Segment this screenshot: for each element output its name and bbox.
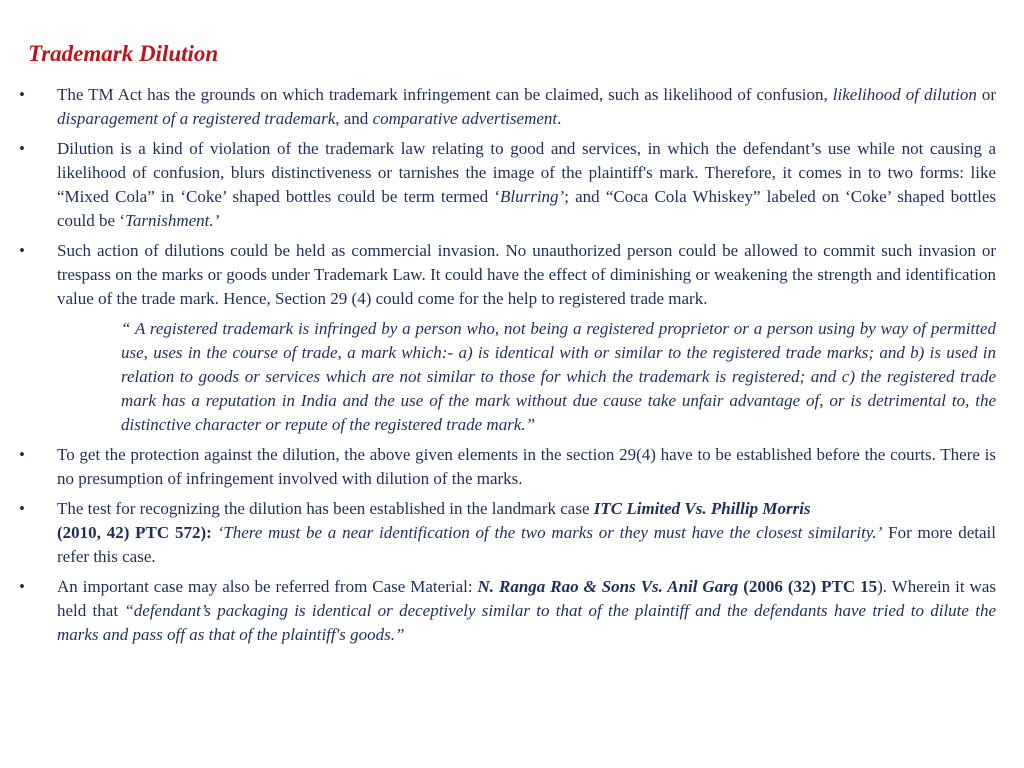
bullet-text: ). Wherein it was held that — [57, 577, 996, 620]
emphasis-text: comparative advertisement — [372, 109, 558, 128]
bullet-item-itc-case — [0, 497, 1024, 569]
bullet-icon: • — [19, 445, 25, 464]
bullet-icon: • — [19, 577, 25, 596]
bullet-text: or — [976, 85, 996, 104]
case-quote: “defendant’s packaging is identical or deceptively similar to that of the plaintiff and the defendants have tried to dilute the marks and pass off as that of the plaintiff's goods.” — [57, 601, 996, 644]
emphasis-text: Tarnishment.’ — [124, 211, 220, 230]
bullet-item-dilution-definition — [0, 137, 1024, 233]
slide-title: Trademark Dilution — [28, 41, 219, 66]
bullet-text: The test for recognizing the dilution has been established in the landmark case — [57, 499, 594, 518]
case-citation: (2010, 42) PTC 572): — [57, 523, 212, 542]
bullet-item-ranga-rao-case — [0, 575, 1024, 647]
case-quote: ‘There must be a near identification of the two marks or they must have the closest similarity.’ — [217, 523, 883, 542]
bullet-text: Dilution is a kind of violation of the trademark law relating to good and services, in which the defendant’s use while not causing a likelihood of confusion, blurs distinctiveness or tarnishes the image of the plaintiff's mark. Therefore, it comes in to two forms: like “Mixed Cola” in ‘Coke’ shaped bottles could be term termed ‘ — [57, 139, 996, 206]
case-name: ITC Limited Vs. Phillip Morris — [593, 499, 811, 518]
bullet-text: For more detail refer this case. — [57, 523, 997, 566]
section-29-quote: “ A registered trademark is infringed by a person who, not being a registered proprietor or a person using by way of permitted use, uses in the course of trade, a mark which:- a) is identical with or similar to the registered trade marks; and b) is used in relation to goods or services which are not similar to those for which the trademark is registered; and c) the registered trade mark has a reputation in India and the use of the mark without due cause take unfair advantage of, or is detrimental to, the distinctive character or repute of the registered trade mark.” — [121, 319, 996, 434]
bullet-text: , and — [335, 109, 373, 128]
case-citation: (2006 (32) PTC 15 — [743, 577, 878, 596]
bullet-icon: • — [19, 85, 25, 104]
bullet-icon: • — [19, 499, 25, 518]
bullet-icon: • — [19, 139, 25, 158]
bullet-text: An important case may also be referred from Case Material: — [57, 577, 478, 596]
emphasis-text: disparagement of a registered trademark — [57, 109, 336, 128]
bullet-text: The TM Act has the grounds on which trademark infringement can be claimed, such as likelihood of confusion, — [57, 85, 833, 104]
bullet-list — [0, 83, 1024, 653]
bullet-item-protection — [0, 443, 1024, 491]
bullet-text: To get the protection against the dilution, the above given elements in the section 29(4) have to be established before the courts. There is no presumption of infringement involved with dilution of the marks. — [57, 445, 996, 488]
emphasis-text: Blurring’ — [499, 187, 565, 206]
bullet-item-commercial-invasion — [0, 239, 1024, 311]
bullet-icon: • — [19, 241, 25, 260]
bullet-text: ; and “Coca Cola Whiskey” labeled on ‘Coke’ shaped bottles could be ‘ — [57, 187, 996, 230]
bullet-item-grounds — [0, 83, 1024, 131]
case-name: N. Ranga Rao & Sons Vs. Anil Garg — [477, 577, 739, 596]
bullet-text: . — [557, 109, 562, 128]
emphasis-text: likelihood of dilution — [832, 85, 977, 104]
bullet-text: Such action of dilutions could be held as commercial invasion. No unauthorized person could be allowed to commit such invasion or trespass on the marks or goods under Trademark Law. It could have the effect of diminishing or weakening the strength and identification value of the trade mark. Hence, Section 29 (4) could come for the help to registered trade mark. — [57, 241, 996, 308]
